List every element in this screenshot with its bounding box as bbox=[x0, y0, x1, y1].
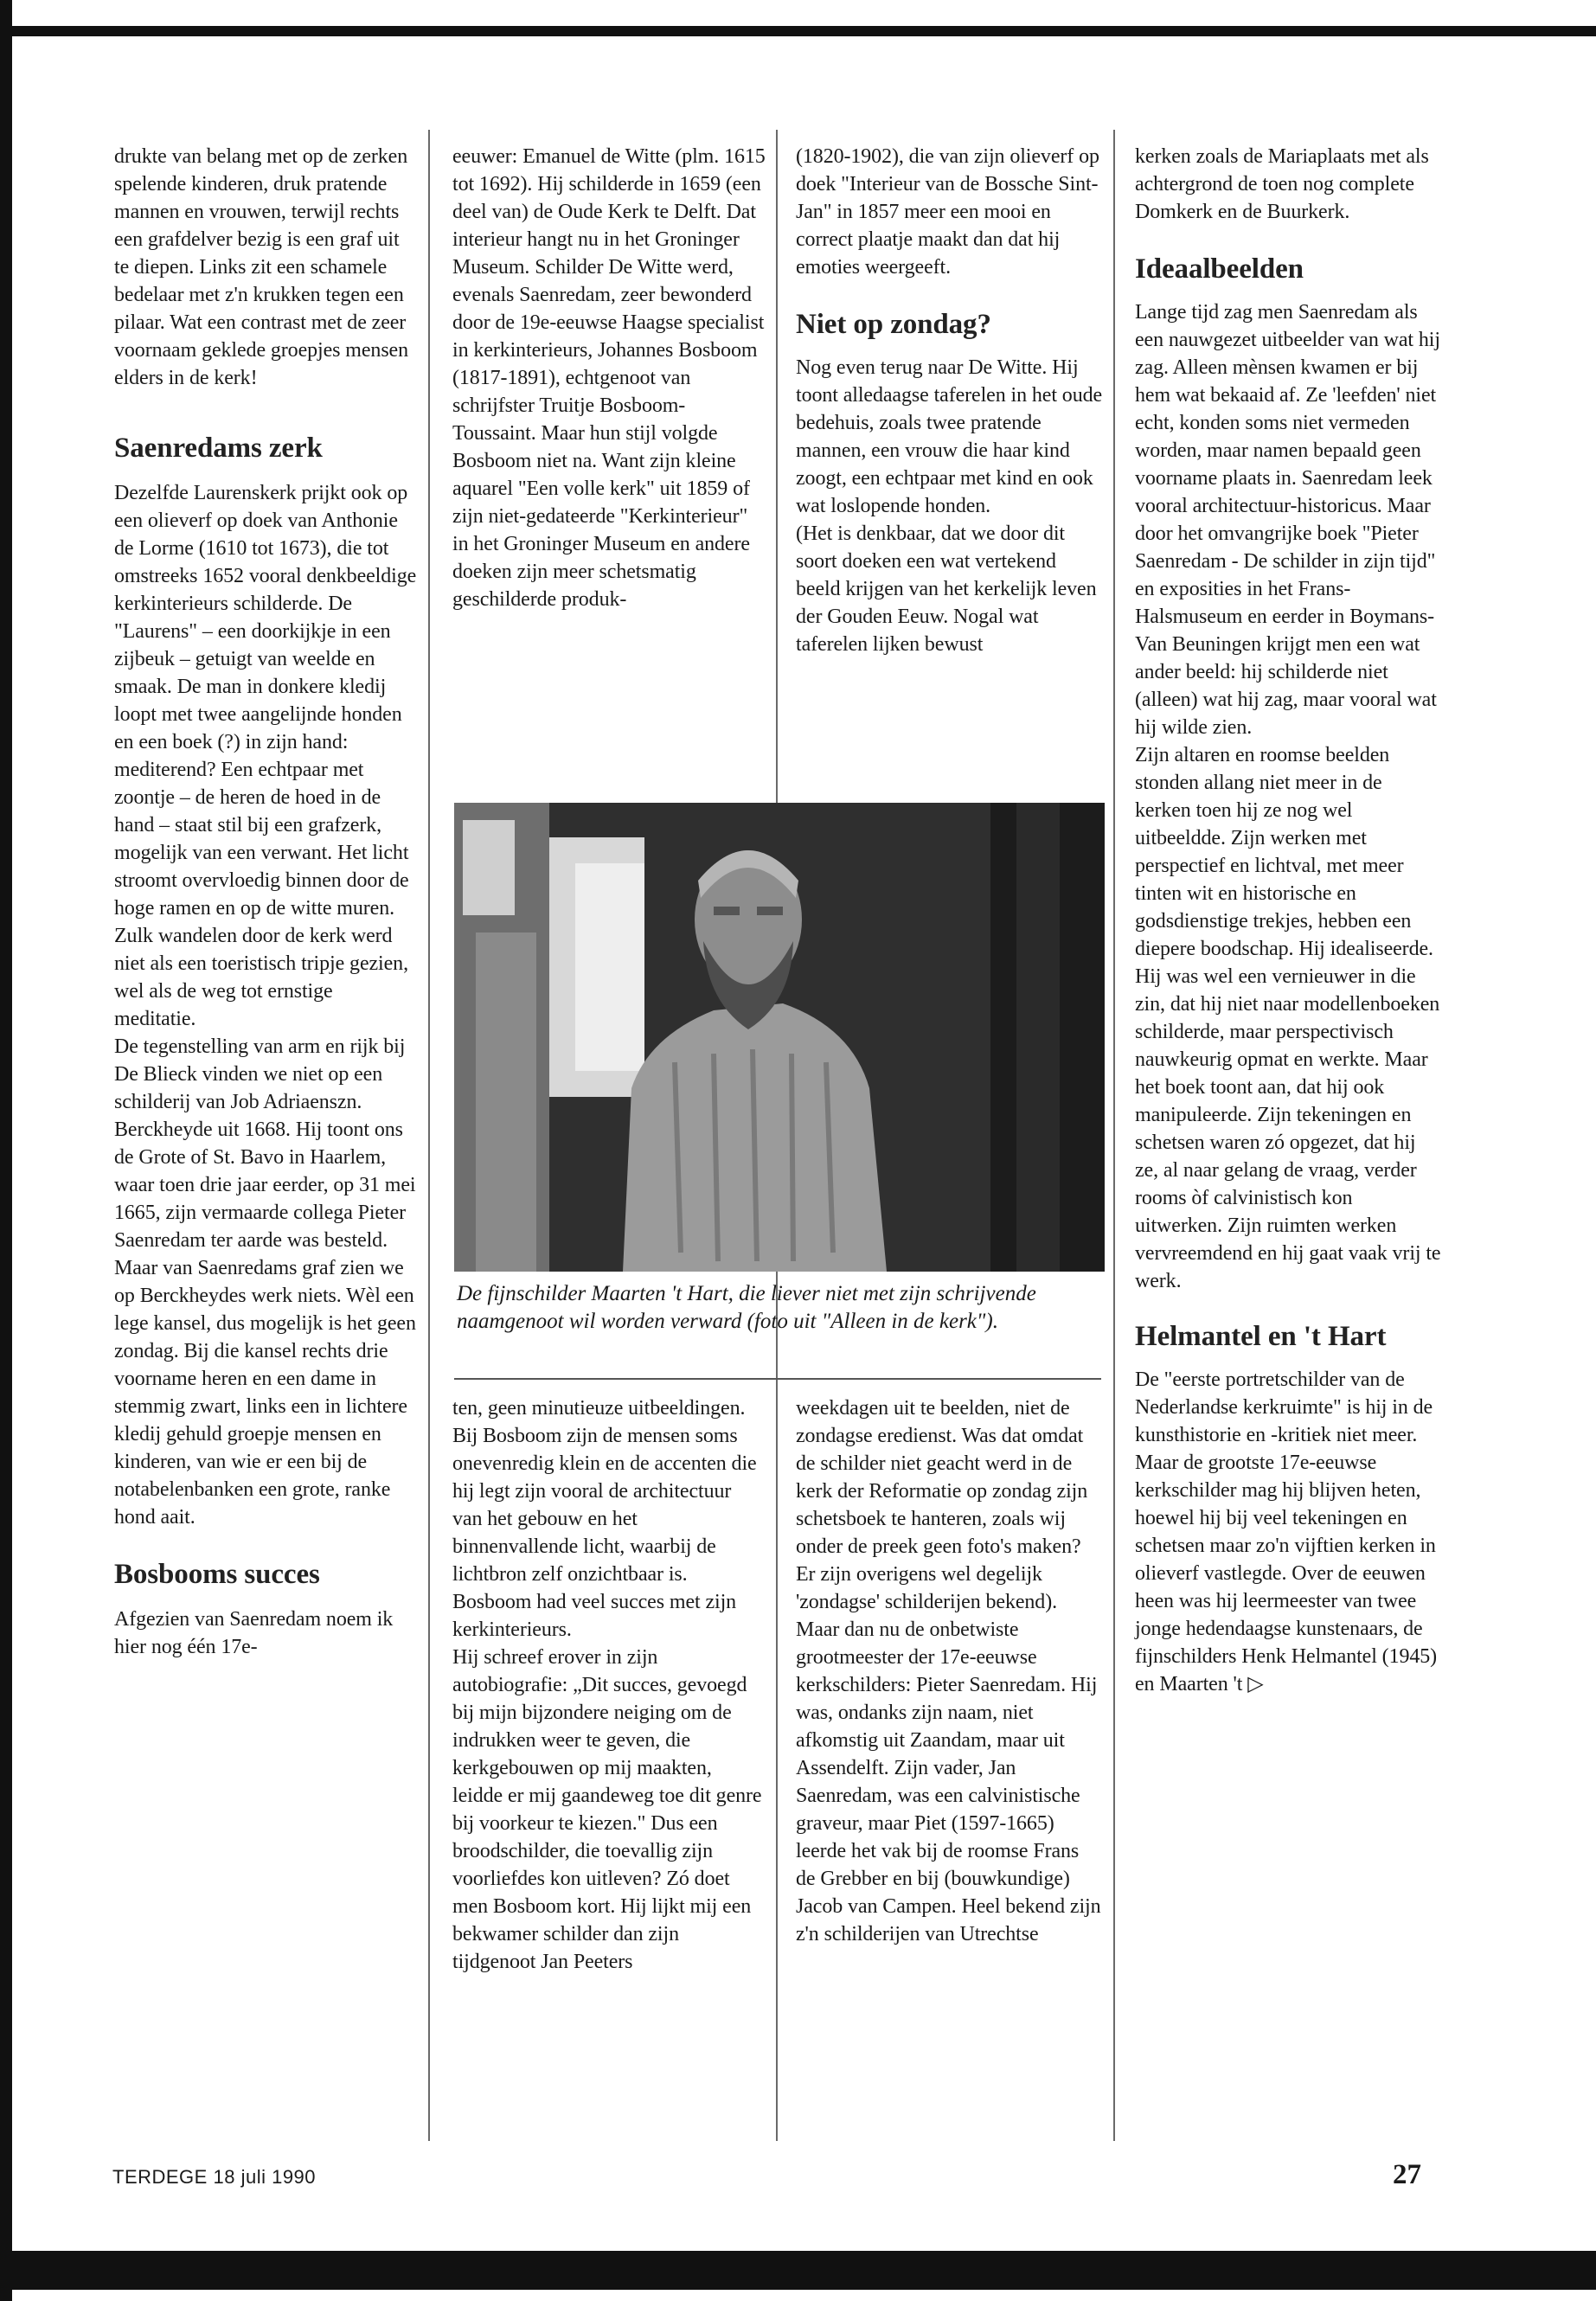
column-2-top bbox=[452, 143, 766, 613]
paragraph: Afgezien van Saenredam noem ik hier nog één 17e- bbox=[114, 1608, 394, 1658]
paragraph: eeuwer: Emanuel de Witte (plm. 1615 tot 1692). Hij schilderde in 1659 (een deel van) de Oude Kerk te Delft. Dat interieur hangt nu in het Groninger Museum. Schilder De Witte werd, evenals Saenredam, zeer bewonderd door de 19e-eeuwse Haagse specialist in kerkinterieurs, Johannes Bosboom (1817-1891), echtgenoot van schrijfster Truitje Bosboom-Toussaint. Maar hun stijl volgde Bosboom niet na. Want zijn kleine aquarel "Een volle kerk" uit 1859 of zijn niet-gedateerde "Kerkinterieur" in het Groninger Museum en andere doeken zijn meer schetsmatig geschilderde produk- bbox=[452, 145, 766, 611]
section-heading: Bosbooms succes bbox=[114, 1559, 320, 1590]
column-2-bottom bbox=[452, 1394, 766, 1976]
column-3-bottom bbox=[796, 1394, 1103, 1948]
column-1 bbox=[114, 143, 419, 1661]
photo-caption: De fijnschilder Maarten 't Hart, die liever niet met zijn schrijvende naamgenoot wil worden verward (foto uit "Alleen in de kerk"). bbox=[457, 1282, 1036, 1333]
column-rule bbox=[1113, 130, 1115, 2141]
column-3-top bbox=[796, 143, 1103, 658]
page-border-top bbox=[0, 26, 1596, 36]
photo-illustration bbox=[454, 803, 1105, 1272]
paragraph: drukte van belang met op de zerken spelende kinderen, druk pratende mannen en vrouwen, terwijl rechts een grafdelver bezig is een graf uit te diepen. Links zit een schamele bedelaar met z'n krukken tegen een pilaar. Wat een contrast met de zeer voornaam geklede groepjes mensen elders in de kerk! bbox=[114, 145, 409, 389]
paragraph: Hij schreef erover in zijn autobiografie: „Dit succes, gevoegd bij mijn bijzondere neiging om de indrukken weer te geven, die kerkgebouwen op mij maakten, leidde er mij gaandeweg toe dit genre bij voorkeur te kiezen." Dus een broodschilder, die toevallig zijn voorliefdes kon uitleven? Zó doet men Bosboom kort. Hij lijkt mij een bekwamer schilder dan zijn tijdgenoot Jan Peeters bbox=[452, 1646, 762, 1973]
section-heading: Saenredams zerk bbox=[114, 433, 323, 464]
paragraph: (1820-1902), die van zijn olieverf op doek "Interieur van de Bossche Sint-Jan" in 1857 meer een mooi en correct plaatje maakt dan dat hij emoties weergeeft. bbox=[796, 145, 1099, 279]
paragraph: De tegenstelling van arm en rijk bij De Blieck vinden we niet op een schilderij van Job Adriaenszn. Berckheyde uit 1668. Hij toont ons de Grote of St. Bavo in Haarlem, waar toen drie jaar eerder, op 31 mei 1665, zijn vermaarde collega Pieter Saenredam ter aarde was besteld. Maar van Saenredams graf zien we op Berckheydes werk niets. Wèl een lege kansel, dus mogelijk is het geen zondag. Bij die kansel rechts drie voorname heren en een dame in stemmig zwart, links een in lichtere kledij gehuld groepje mensen en kinderen, van wie er een bij de notabelenbanken een grote, ranke hond aait. bbox=[114, 1035, 416, 1529]
page-border-bottom bbox=[0, 2251, 1596, 2290]
paragraph: Nog even terug naar De Witte. Hij toont alledaagse taferelen in het oude bedehuis, zoals twee pratende mannen, een vrouw die haar kind zoogt, een echtpaar met kind en ook wat loslopende honden. bbox=[796, 356, 1103, 517]
column-rule bbox=[428, 130, 430, 2141]
paragraph: kerken zoals de Mariaplaats met als achtergrond de toen nog complete Domkerk en de Buurkerk. bbox=[1135, 145, 1429, 223]
paragraph: Zijn altaren en roomse beelden stonden allang niet meer in de kerken toen hij ze nog wel uitbeeldde. Zijn werken met perspectief en lichtval, met meer tinten wit en historische en godsdienstige trekjes, hebben een diepere boodschap. Hij idealiseerde. Hij was wel een vernieuwer in die zin, dat hij niet naar modellenboeken schilderde, maar perspectivisch nauwkeurig opmat en werkte. Maar het boek toont aan, dat hij ook manipuleerde. Zijn tekeningen en schetsen waren zó opgezet, dat hij ze, al naar gelang de vraag, verder rooms òf calvinistisch kon uitwerken. Zijn ruimten werken vervreemdend en hij gaat vaak vrij te werk. bbox=[1135, 744, 1441, 1292]
paragraph: Maar dan nu de onbetwiste grootmeester der 17e-eeuwse kerkschilders: Pieter Saenredam. Hij was, ondanks zijn naam, niet afkomstig uit Zaandam, maar uit Assendelft. Zijn vader, Jan Saenredam, was een calvinistische graveur, maar Piet (1597-1665) leerde het vak bij de roomse Frans de Grebber en bij (bouwkundige) Jacob van Campen. Heel bekend zijn z'n schilderijen van Utrechtse bbox=[796, 1618, 1101, 1945]
photo-maarten-t-hart bbox=[454, 803, 1105, 1272]
publication-date: 18 juli 1990 bbox=[213, 2166, 317, 2188]
footer-publication bbox=[112, 2166, 316, 2189]
paragraph: Dezelfde Laurenskerk prijkt ook op een olieverf op doek van Anthonie de Lorme (1610 tot 1673), die tot omstreeks 1652 vooral denkbeeldige kerkinterieurs schilderde. De "Laurens" – een doorkijkje in een zijbeuk – getuigt van weelde en smaak. De man in donkere kledij loopt met twee aangelijnde honden en een boek (?) in zijn hand: mediterend? Een echtpaar met zoontje – de heren de hoed in de hand – staat stil bij een grafzerk, mogelijk van een verwant. Het licht stroomt overvloedig binnen door de hoge ramen en op de witte muren. Zulk wandelen door de kerk werd niet als een toeristisch tripje gezien, wel als de weg tot ernstige meditatie. bbox=[114, 482, 417, 1030]
paragraph: (Het is denkbaar, dat we door dit soort doeken een wat vertekend beeld krijgen van het kerkelijk leven der Gouden Eeuw. Nogal wat taferelen lijken bewust bbox=[796, 522, 1097, 656]
paragraph: weekdagen uit te beelden, niet de zondagse eredienst. Was dat omdat de schilder niet geacht werd in de kerk der Reformatie op zondag zijn schetsboek te hanteren, zoals wij onder de preek geen foto's maken? Er zijn overigens wel degelijk 'zondagse' schilderijen bekend). bbox=[796, 1397, 1088, 1613]
paragraph: Lange tijd zag men Saenredam als een nauwgezet uitbeelder van wat hij zag. Alleen mènsen kwamen er bij hem wat bekaaid af. Ze 'leefden' niet echt, konden soms niet vermeden worden, maar namen bepaald geen voorname plaats in. Saenredam leek vooral architectuur-historicus. Maar door het omvangrijke boek "Pieter Saenredam - De schilder in zijn tijd" en exposities in het Frans-Halsmuseum en eerder in Boymans-Van Beuningen krijgt men een wat ander beeld: hij schilderde niet (alleen) wat hij zag, maar vooral wat hij wilde zien. bbox=[1135, 301, 1440, 739]
column-4 bbox=[1135, 143, 1442, 1698]
page-border-left bbox=[0, 0, 12, 2301]
paragraph: De "eerste portretschilder van de Nederlandse kerkruimte" is hij in de kunsthistorie en -kritiek niet meer. Maar de grootste 17e-eeuwse kerkschilder mag hij blijven heten, hoewel hij bij veel tekeningen en schetsen maar zo'n vijftien kerken in olieverf vastlegde. Over de eeuwen heen was hij leermeester van twee jonge hedendaagse kunstenaars, de fijnschilders Henk Helmantel (1945) en Maarten 't ▷ bbox=[1135, 1368, 1438, 1695]
publication-name: TERDEGE bbox=[112, 2166, 208, 2188]
section-heading: Helmantel en 't Hart bbox=[1135, 1321, 1387, 1352]
page-number: 27 bbox=[1393, 2159, 1421, 2190]
paragraph: ten, geen minutieuze uitbeeldingen. Bij Bosboom zijn de mensen soms onevenredig klein en de accenten die hij legt zijn vooral de architectuur van het gebouw en het binnenvallende licht, waarbij de lichtbron zelf onzichtbaar is. Bosboom had veel succes met zijn kerkinterieurs. bbox=[452, 1397, 757, 1641]
section-heading: Niet op zondag? bbox=[796, 309, 991, 340]
caption-rule bbox=[454, 1378, 1101, 1380]
section-heading: Ideaalbeelden bbox=[1135, 253, 1304, 285]
